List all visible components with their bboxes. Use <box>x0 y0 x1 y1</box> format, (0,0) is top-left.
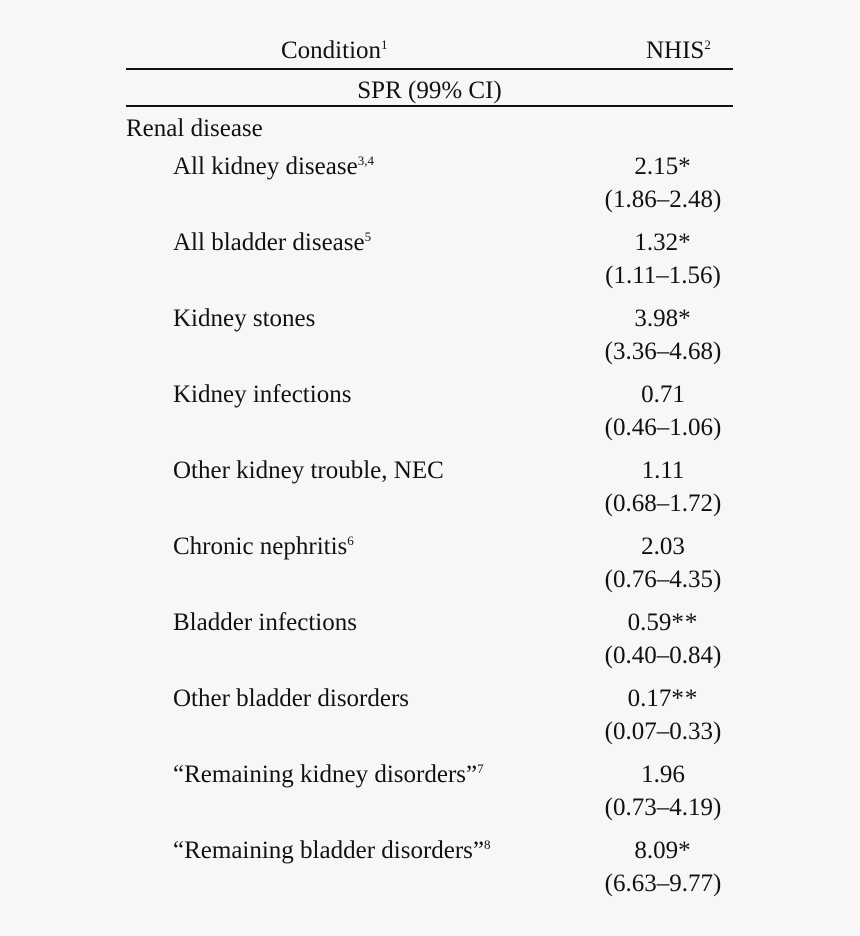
row-condition-label: Chronic nephritis$^6$ <box>173 533 354 560</box>
row-footnote-marker: 3,4 <box>357 153 374 168</box>
significance-marker: * <box>678 153 692 180</box>
row-condition-label: All kidney disease$^{3,4}$ <box>173 153 374 180</box>
row-footnote-marker: 6 <box>347 533 354 548</box>
table-row <box>126 380 733 456</box>
significance-marker: * <box>678 837 692 864</box>
significance-marker: * <box>678 229 692 256</box>
row-spr-estimate: 1.11 <box>641 457 685 484</box>
row-condition-label: “Remaining kidney disorders”$^7$ <box>173 761 484 788</box>
row-condition-label: All bladder disease$^5$ <box>173 229 372 256</box>
row-confidence-interval: (1.86–2.48) <box>604 186 722 213</box>
row-spr-estimate: 1.32* <box>634 229 692 256</box>
header-bottom-rule <box>126 105 733 107</box>
row-spr-estimate: 1.96 <box>641 761 685 788</box>
table-row <box>126 304 733 380</box>
row-condition-label: Kidney stones <box>173 305 316 332</box>
condition-footnote-marker: 1 <box>381 37 388 52</box>
row-confidence-interval: (3.36–4.68) <box>604 338 722 365</box>
spr-subheader: SPR (99% CI) <box>357 77 502 104</box>
significance-marker: ** <box>671 685 699 712</box>
significance-marker: ** <box>671 609 699 636</box>
significance-marker: * <box>678 305 692 332</box>
row-spr-estimate: 0.17** <box>627 685 699 712</box>
row-confidence-interval: (0.46–1.06) <box>604 414 722 441</box>
table-row <box>126 456 733 532</box>
row-condition-label: Other kidney trouble, NEC <box>173 457 444 484</box>
table-row <box>126 152 733 228</box>
row-spr-estimate: 3.98* <box>634 305 692 332</box>
row-condition-label: Kidney infections <box>173 381 352 408</box>
table-row <box>126 836 733 912</box>
table-row <box>126 608 733 684</box>
row-confidence-interval: (0.68–1.72) <box>604 490 722 517</box>
section-title-renal-disease: Renal disease <box>126 115 263 142</box>
row-confidence-interval: (0.73–4.19) <box>604 794 722 821</box>
header-top-rule <box>126 68 733 70</box>
condition-column-header: Condition$^1$ <box>281 37 388 64</box>
nhis-footnote-marker: 2 <box>704 37 711 52</box>
table-row <box>126 760 733 836</box>
row-condition-label: “Remaining bladder disorders”$^8$ <box>173 837 491 864</box>
row-confidence-interval: (1.11–1.56) <box>605 262 721 289</box>
row-condition-label: Other bladder disorders <box>173 685 410 712</box>
row-footnote-marker: 8 <box>484 837 491 852</box>
table-row <box>126 532 733 608</box>
row-footnote-marker: 5 <box>364 229 372 244</box>
row-condition-label: Bladder infections <box>173 609 357 636</box>
row-spr-estimate: 0.59** <box>627 609 699 636</box>
table-row <box>126 684 733 760</box>
row-confidence-interval: (0.76–4.35) <box>604 566 722 593</box>
row-spr-estimate: 8.09* <box>634 837 692 864</box>
row-confidence-interval: (6.63–9.77) <box>604 870 722 897</box>
row-spr-estimate: 0.71 <box>641 381 685 408</box>
spr-table <box>126 0 733 936</box>
table-row <box>126 228 733 304</box>
row-confidence-interval: (0.40–0.84) <box>604 642 722 669</box>
row-spr-estimate: 2.15* <box>634 153 692 180</box>
row-spr-estimate: 2.03 <box>641 533 685 560</box>
row-footnote-marker: 7 <box>477 761 484 776</box>
row-confidence-interval: (0.07–0.33) <box>604 718 722 745</box>
nhis-column-header: NHIS$^2$ <box>646 37 711 64</box>
